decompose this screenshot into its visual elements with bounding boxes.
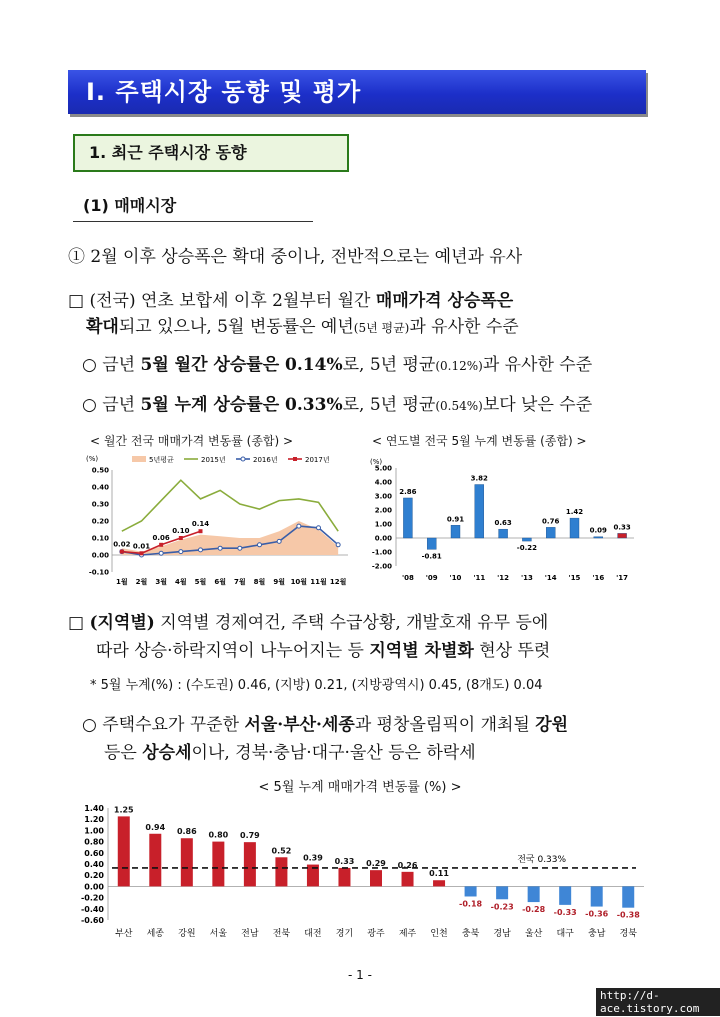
bar (465, 886, 477, 896)
marker: □ (68, 613, 85, 633)
y-tick-label: -2.00 (371, 562, 392, 571)
bar (118, 816, 130, 886)
x-tick-label: 경북 (619, 929, 637, 939)
data-label: -0.33 (553, 907, 577, 917)
data-label: 0.39 (303, 853, 323, 863)
data-label: 0.86 (176, 827, 197, 837)
text: 서울·부산·세종 (244, 715, 355, 735)
bar (149, 834, 161, 887)
legend-label: 5년평균 (149, 456, 174, 464)
text: 과 유사한 수준 (482, 355, 593, 375)
bar (275, 857, 287, 886)
y-tick-label: 0.00 (374, 534, 392, 543)
x-tick-label: 충북 (461, 929, 480, 939)
y-tick-label: 1.20 (84, 815, 104, 825)
data-label: -0.36 (585, 909, 609, 919)
bar (522, 538, 531, 541)
y-tick-label: 5.00 (374, 464, 392, 473)
text: 지역별 차별화 (369, 641, 474, 661)
data-label: 1.25 (113, 805, 134, 815)
data-point (218, 546, 222, 550)
chart1-title: < 월간 전국 매매가격 변동률 (종합) > (90, 434, 294, 448)
data-label: 3.82 (470, 474, 488, 483)
x-tick-label: 울산 (524, 929, 543, 939)
x-tick-label: 12월 (329, 578, 347, 586)
y-tick-label: 0.30 (91, 500, 109, 509)
text: 과 유사한 수준 (409, 317, 519, 337)
bar (403, 498, 412, 538)
x-tick-label: 부산 (115, 929, 133, 939)
para-national-line2 (86, 312, 519, 337)
x-tick-label: 4월 (175, 578, 187, 586)
x-tick-label: '17 (616, 574, 629, 582)
bar (499, 529, 508, 538)
data-label: 0.01 (132, 542, 151, 551)
y-tick-label: 1.00 (84, 826, 104, 836)
bar (496, 886, 508, 899)
marker: ○ (82, 355, 97, 375)
text: 현상 뚜렷 (473, 641, 551, 661)
x-tick-label: '15 (568, 574, 581, 582)
x-tick-label: '12 (497, 574, 510, 582)
data-point (140, 551, 144, 555)
data-label: 0.14 (191, 520, 210, 529)
text: 연초 보합세 이후 2월부터 월간 (135, 291, 376, 311)
text: 금년 (102, 355, 141, 375)
y-unit-label: (%) (86, 455, 99, 463)
y-tick-label: 2.00 (374, 506, 392, 515)
x-tick-label: 10월 (290, 578, 308, 586)
bar (546, 527, 555, 538)
legend-label: 2017년 (305, 456, 330, 464)
data-label: -0.22 (516, 544, 537, 553)
data-label: 2.86 (399, 487, 417, 496)
y-tick-label: 0.50 (91, 466, 109, 475)
data-label: 0.29 (366, 859, 386, 869)
data-label: 0.06 (152, 533, 170, 542)
x-tick-label: '09 (425, 574, 438, 582)
y-tick-label: 1.40 (84, 804, 104, 813)
x-tick-label: 강원 (178, 929, 196, 939)
legend-marker (241, 457, 245, 461)
bar (181, 838, 193, 886)
y-tick-label: 0.20 (91, 517, 109, 526)
data-label: 0.52 (271, 846, 292, 856)
text: 주택수요가 꾸준한 (102, 715, 245, 735)
bar (570, 518, 579, 538)
marker: ○ (82, 395, 97, 415)
x-tick-label: 충남 (588, 929, 606, 939)
data-label: 0.02 (113, 540, 131, 549)
bar (475, 485, 484, 538)
legend-marker (293, 457, 297, 461)
x-tick-label: 전남 (241, 929, 259, 939)
text: 따라 상승·하락지역이 나누어지는 등 (96, 641, 370, 661)
text: (전국) (89, 291, 136, 311)
data-label: 0.09 (589, 526, 607, 535)
para-regional-line2 (96, 636, 550, 661)
para-regional-line1 (68, 608, 548, 633)
text: 이나, 경북·충남·대구·울산 등은 하락세 (191, 743, 476, 763)
marker: □ (68, 291, 85, 311)
x-tick-label: 대구 (556, 929, 574, 939)
text: 로, 5년 평균 (342, 355, 436, 375)
text: 지역별 경제여건, 주택 수급상황, 개발호재 유무 등에 (154, 613, 549, 633)
bar (370, 870, 382, 886)
text: (5년 평균) (353, 321, 410, 335)
y-tick-label: 0.60 (84, 848, 104, 858)
text: 보다 낮은 수준 (482, 395, 593, 415)
legend-swatch (132, 456, 146, 462)
x-tick-label: 7월 (234, 578, 246, 586)
legend-label: 2015년 (201, 456, 226, 464)
text: 상승세 (142, 743, 192, 763)
data-label: -0.28 (522, 905, 546, 915)
data-label: -0.81 (421, 552, 442, 561)
data-point (199, 529, 203, 533)
x-tick-label: '11 (473, 574, 486, 582)
bullet-regional-line2 (104, 738, 476, 763)
text: 확대 (86, 317, 119, 337)
text: (지역별) (89, 613, 155, 633)
x-tick-label: 1월 (116, 578, 128, 586)
data-label: 0.33 (613, 523, 631, 532)
regional-note: * 5월 누계(%) : (수도권) 0.46, (지방) 0.21, (지방광역시) 0.45, (8개도) 0.04 (90, 678, 543, 693)
text: 등은 (104, 743, 143, 763)
bullet-regional-line1 (82, 710, 568, 735)
series-line (122, 480, 338, 531)
data-point (297, 524, 301, 528)
data-label: 0.94 (145, 822, 166, 832)
regional-chart (72, 796, 652, 948)
text: (0.12%) (435, 359, 483, 373)
bar (618, 533, 627, 538)
x-tick-label: 11월 (310, 578, 327, 586)
data-point (179, 550, 183, 554)
legend-label: 2016년 (253, 456, 278, 464)
data-point (258, 543, 262, 547)
data-point (238, 546, 242, 550)
marker: ○ (82, 715, 97, 735)
page-number: - 1 - (348, 968, 372, 982)
text: 금년 (102, 395, 141, 415)
national-average-label: 전국 0.33% (517, 854, 567, 865)
y-tick-label: -0.40 (80, 904, 104, 914)
data-point (179, 536, 183, 540)
y-tick-label: 3.00 (374, 492, 392, 501)
x-tick-label: '13 (520, 574, 533, 582)
text: 로, 5년 평균 (342, 395, 436, 415)
y-tick-label: -1.00 (371, 548, 392, 557)
bullet-cumulative (82, 390, 592, 415)
y-tick-label: 0.00 (84, 882, 104, 892)
x-tick-label: '10 (449, 574, 462, 582)
main-point: ① 2월 이후 상승폭은 확대 중이나, 전반적으로는 예년과 유사 (68, 247, 523, 267)
data-point (199, 548, 203, 552)
text: 5월 누계 상승률은 0.33% (140, 395, 343, 415)
text: 강원 (535, 715, 569, 735)
data-label: 0.33 (334, 856, 355, 866)
data-point (120, 550, 124, 554)
x-tick-label: 대전 (304, 929, 322, 939)
x-tick-label: 경남 (493, 929, 511, 939)
bar (433, 880, 445, 886)
y-tick-label: 0.20 (84, 871, 104, 881)
data-label: 0.26 (397, 860, 418, 870)
x-tick-label: '16 (592, 574, 605, 582)
bar (338, 868, 350, 886)
x-tick-label: 인천 (430, 929, 448, 939)
data-label: -0.18 (459, 899, 483, 909)
x-tick-label: 서울 (209, 929, 228, 939)
data-point (277, 539, 281, 543)
data-label: 0.80 (208, 830, 229, 840)
page-title: Ⅰ. 주택시장 동향 및 평가 (68, 70, 646, 114)
data-label: -0.38 (616, 910, 640, 920)
subsection-heading: (1) 매매시장 (73, 190, 313, 222)
bar (622, 886, 634, 907)
text: 과 평창올림픽이 개최될 (354, 715, 536, 735)
x-tick-label: 3월 (155, 578, 167, 586)
y-tick-label: 0.10 (91, 534, 109, 543)
x-tick-label: 전북 (272, 929, 291, 939)
bar (212, 842, 224, 887)
y-tick-label: 0.40 (84, 860, 104, 869)
data-label: 1.42 (565, 508, 584, 517)
data-label: 0.11 (429, 869, 449, 879)
x-tick-label: 6월 (214, 578, 226, 586)
bar (594, 537, 603, 538)
data-label: 0.91 (446, 515, 465, 524)
watermark: http://d-ace.tistory.com (596, 988, 720, 1016)
text: 5월 월간 상승률은 0.14% (140, 355, 343, 375)
data-label: 0.79 (240, 831, 260, 841)
y-tick-label: 4.00 (374, 478, 392, 487)
y-tick-label: 0.80 (84, 837, 104, 847)
data-point (159, 543, 163, 547)
y-tick-label: -0.20 (80, 893, 104, 903)
bullet-monthly (82, 350, 592, 375)
y-tick-label: -0.60 (80, 916, 104, 925)
bar (402, 872, 414, 887)
x-tick-label: '14 (544, 574, 557, 582)
data-label: 0.10 (172, 527, 190, 535)
chart2-title: < 연도별 전국 5월 누계 변동률 (종합) > (372, 434, 587, 448)
x-tick-label: 세종 (146, 929, 164, 939)
yearly-may-chart (362, 456, 638, 588)
section-heading: 1. 최근 주택시장 동향 (73, 134, 349, 172)
text: 매매가격 상승폭은 (375, 291, 514, 311)
data-label: 0.63 (494, 519, 512, 528)
y-unit-label: (%) (370, 458, 383, 466)
bar (451, 525, 460, 538)
x-tick-label: 5월 (194, 578, 207, 586)
y-tick-label: 0.40 (91, 483, 109, 492)
data-point (317, 526, 321, 530)
x-tick-label: 2월 (135, 578, 148, 586)
x-tick-label: 8월 (253, 578, 266, 586)
data-label: -0.23 (490, 902, 514, 912)
x-tick-label: 경기 (335, 929, 354, 939)
x-tick-label: '08 (401, 574, 414, 582)
y-tick-label: 1.00 (374, 520, 392, 529)
x-tick-label: 제주 (398, 929, 417, 939)
data-point (159, 551, 163, 555)
monthly-change-chart (82, 452, 354, 592)
chart3-title: < 5월 누계 매매가격 변동률 (%) > (258, 780, 462, 795)
data-point (336, 543, 340, 547)
y-tick-label: 0.00 (91, 551, 109, 560)
x-tick-label: 9월 (273, 578, 285, 586)
text: 되고 있으나, 5월 변동률은 예년 (118, 317, 354, 337)
data-label: 0.76 (542, 517, 560, 526)
bar (591, 886, 603, 906)
x-tick-label: 광주 (367, 929, 385, 939)
text: (0.54%) (435, 399, 483, 413)
y-tick-label: -0.10 (88, 568, 109, 577)
bar (427, 538, 436, 549)
bar (528, 886, 540, 902)
bar (559, 886, 571, 904)
bar (244, 842, 256, 886)
para-national-line1 (68, 286, 513, 311)
